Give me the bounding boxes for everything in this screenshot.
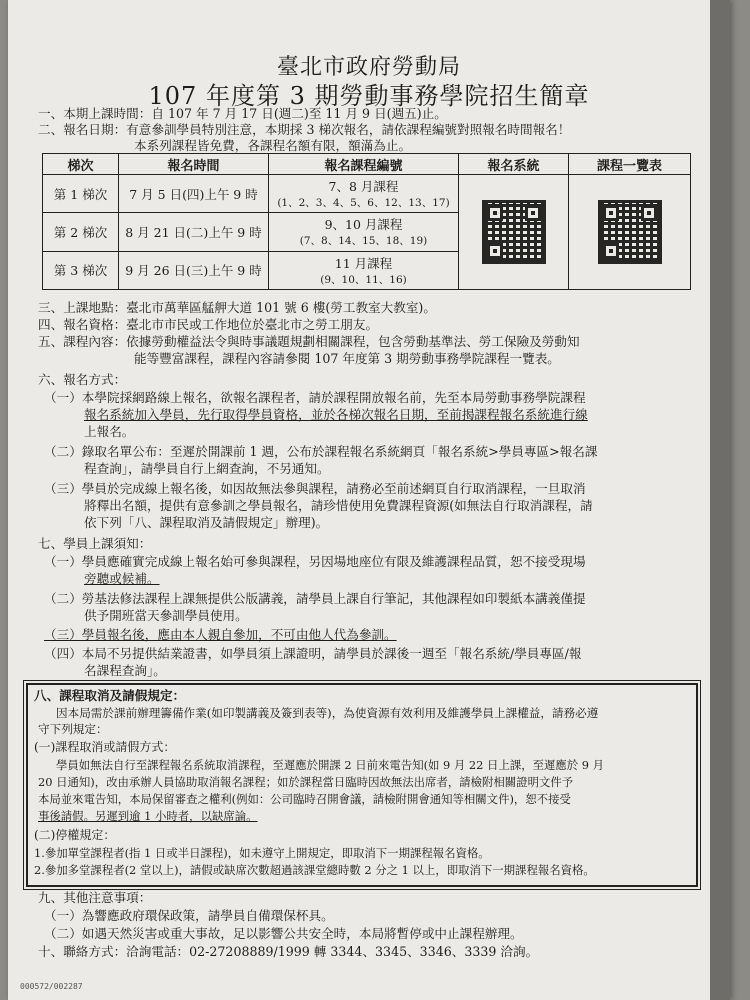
registration-system-qr-cell bbox=[459, 175, 569, 290]
course-cell bbox=[269, 213, 459, 251]
section-7-item-4: （四）本局不另提供結業證書，如學員須上課證明，請學員於課後一週至「報名系統/學員專區/報 bbox=[44, 646, 582, 661]
table-row bbox=[43, 175, 691, 213]
section-5-content: 五、課程內容：依據勞動權益法令與時事議題規劃相關課程，包含勞動基準法、勞工保險及勞動知 bbox=[38, 334, 580, 349]
course-codes: (9、10、11、16) bbox=[320, 273, 407, 286]
course-label: 11 月課程 bbox=[334, 255, 393, 271]
section-7-item-2-cont: 供予開班當天參訓學員使用。 bbox=[84, 608, 248, 623]
section-6-item-3-cont2: 依下列「八、課程取消及請假規定」辦理)。 bbox=[84, 515, 329, 530]
header-course-list: 課程一覽表 bbox=[569, 154, 691, 175]
section-7-item-2: （二）勞基法修法課程上課無提供公版講義，請學員上課自行筆記，其他課程如印製紙本講義僅提 bbox=[44, 591, 586, 606]
section-7-item-3: （三）學員報名後，應由本人親自參加，不可由他人代為參訓。 bbox=[44, 627, 397, 642]
section-5-content-cont: 能等豐富課程，課程內容請參閱 107 年度第 3 期勞動事務學院課程一覽表。 bbox=[134, 351, 560, 366]
issuer-title: 臺北市政府勞動局 bbox=[276, 55, 461, 80]
section-3-location: 三、上課地點：臺北市萬華區艋舺大道 101 號 6 樓(勞工教室大教室)。 bbox=[38, 300, 436, 315]
document-serial: 000572/002287 bbox=[20, 982, 83, 991]
section-7-heading: 七、學員上課須知： bbox=[38, 536, 152, 551]
course-codes: (7、8、14、15、18、19) bbox=[299, 235, 428, 248]
table-header-row bbox=[43, 154, 691, 175]
section-8-heading: 八、課程取消及請假規定： bbox=[34, 688, 186, 703]
section-6-item-1-cont2: 上報名。 bbox=[84, 424, 135, 439]
header-course-numbers: 報名課程編號 bbox=[269, 154, 459, 175]
time-cell: 9 月 26 日(三)上午 9 時 bbox=[119, 251, 269, 289]
section-8-sub-2: (二)停權規定： bbox=[34, 828, 116, 842]
section-2-note: 本系列課程皆免費，各課程名額有限，額滿為止。 bbox=[134, 138, 412, 153]
section-2-registration-date: 二、報名日期：有意參訓學員特別注意，本期採 3 梯次報名，請依課程編號對照報名時間報名！ bbox=[38, 122, 571, 137]
course-cell bbox=[269, 175, 459, 213]
section-6-heading: 六、報名方式： bbox=[38, 372, 127, 387]
time-cell: 7 月 5 日(四)上午 9 時 bbox=[119, 175, 269, 213]
course-codes: (1、2、3、4、5、6、12、13、17) bbox=[277, 197, 450, 210]
header-registration-system: 報名系統 bbox=[459, 154, 569, 175]
suspension-rule-2: 2.參加多堂課程者(2 堂以上)，請假或缺席次數超過該課堂總時數 2 分之 1 以上，即取消下一期課程報名資格。 bbox=[34, 863, 595, 877]
section-6-item-2-cont: 程查詢」，請學員自行上網查詢，不另通知。 bbox=[84, 461, 330, 476]
section-9-item-2: （二）如遇天然災害或重大事故，足以影響公共安全時，本局將暫停或中止課程辦理。 bbox=[44, 926, 523, 941]
header-registration-time: 報名時間 bbox=[119, 154, 269, 175]
batch-cell: 第 1 梯次 bbox=[43, 175, 119, 213]
page-edge-shadow bbox=[710, 0, 730, 1000]
time-cell: 8 月 21 日(二)上午 9 時 bbox=[119, 213, 269, 251]
section-8-intro: 因本局需於課前辦理籌備作業(如印製講義及簽到表等)，為使資源有效利用及維護學員上課權益，請務必遵 bbox=[56, 706, 599, 720]
section-8-sub-1-line-4: 事後請假。另遲到逾 1 小時者，以缺席論。 bbox=[38, 809, 258, 823]
section-8-sub-1-line-2: 20 日通知)，改由承辦人員協助取消報名課程；如於課程當日臨時因故無法出席者，請檢附相關證明文件予 bbox=[38, 775, 574, 789]
document-title: 107 年度第 3 期勞動事務學院招生簡章 bbox=[148, 82, 590, 110]
section-6-item-3-cont: 將釋出名額，提供有意參訓之學員報名，請珍惜使用免費課程資源(如無法自行取消課程，請 bbox=[84, 498, 593, 513]
section-9-heading: 九、其他注意事項： bbox=[38, 890, 152, 905]
registration-system-qr-code bbox=[482, 200, 546, 264]
section-6-item-1-cont: 報名系統加入學員，先行取得學員資格，並於各梯次報名日期，至前揭課程報名系統進行線 bbox=[84, 407, 588, 422]
section-1-class-period: 一、本期上課時間：自 107 年 7 月 17 日(週二)至 11 月 9 日(週五)止。 bbox=[38, 106, 447, 121]
header-batch: 梯次 bbox=[43, 154, 119, 175]
course-label: 9、10 月課程 bbox=[324, 217, 403, 233]
section-8-sub-1-line-3: 本局並來電告知，本局保留審查之權利(例如：公司臨時召開會議，請檢附開會通知等相關文件)，恕不接受 bbox=[38, 792, 571, 806]
batch-cell: 第 2 梯次 bbox=[43, 213, 119, 251]
suspension-rule-1: 1.參加單堂課程者(指 1 日或半日課程)，如未遵守上開規定，即取消下一期課程報名資格。 bbox=[34, 846, 490, 860]
section-4-eligibility: 四、報名資格：臺北市市民或工作地位於臺北市之勞工朋友。 bbox=[38, 317, 379, 332]
section-10-contact: 十、聯絡方式：洽詢電話：02-27208889/1999 轉 3344、3345、3346、3339 洽詢。 bbox=[38, 944, 539, 959]
section-6-item-3: （三）學員於完成線上報名後，如因故無法參與課程，請務必至前述網頁自行取消課程，一旦取消 bbox=[44, 481, 586, 496]
document-page bbox=[8, 0, 730, 1000]
registration-schedule-table bbox=[42, 153, 691, 290]
section-6-item-1: （一）本學院採網路線上報名，欲報名課程者，請於課程開放報名前，先至本局勞動事務學院課程 bbox=[44, 390, 586, 405]
section-7-item-1-cont: 旁聽或候補。 bbox=[84, 571, 160, 586]
course-list-qr-cell bbox=[569, 175, 691, 290]
course-list-qr-code bbox=[598, 200, 662, 264]
section-9-item-1: （一）為響應政府環保政策，請學員自備環保杯具。 bbox=[44, 908, 334, 923]
section-8-intro-cont: 守下列規定： bbox=[38, 722, 108, 736]
section-7-item-4-cont: 名課程查詢」。 bbox=[84, 663, 166, 678]
batch-cell: 第 3 梯次 bbox=[43, 251, 119, 289]
course-cell bbox=[269, 251, 459, 289]
course-label: 7、8 月課程 bbox=[328, 179, 399, 195]
section-7-item-1: （一）學員應確實完成線上報名始可參與課程，另因場地座位有限及維護課程品質，恕不接受現場 bbox=[44, 554, 586, 569]
section-8-sub-1: (一)課程取消或請假方式： bbox=[34, 740, 176, 754]
section-8-sub-1-line-1: 學員如無法自行至課程報名系統取消課程，至遲應於開課 2 日前來電告知(如 9 月 22 日上課，至遲應於 9 月 bbox=[56, 758, 605, 772]
section-6-item-2: （二）錄取名單公布：至遲於開課前 1 週，公布於課程報名系統網頁「報名系統>學員專區>報名課 bbox=[44, 444, 598, 459]
